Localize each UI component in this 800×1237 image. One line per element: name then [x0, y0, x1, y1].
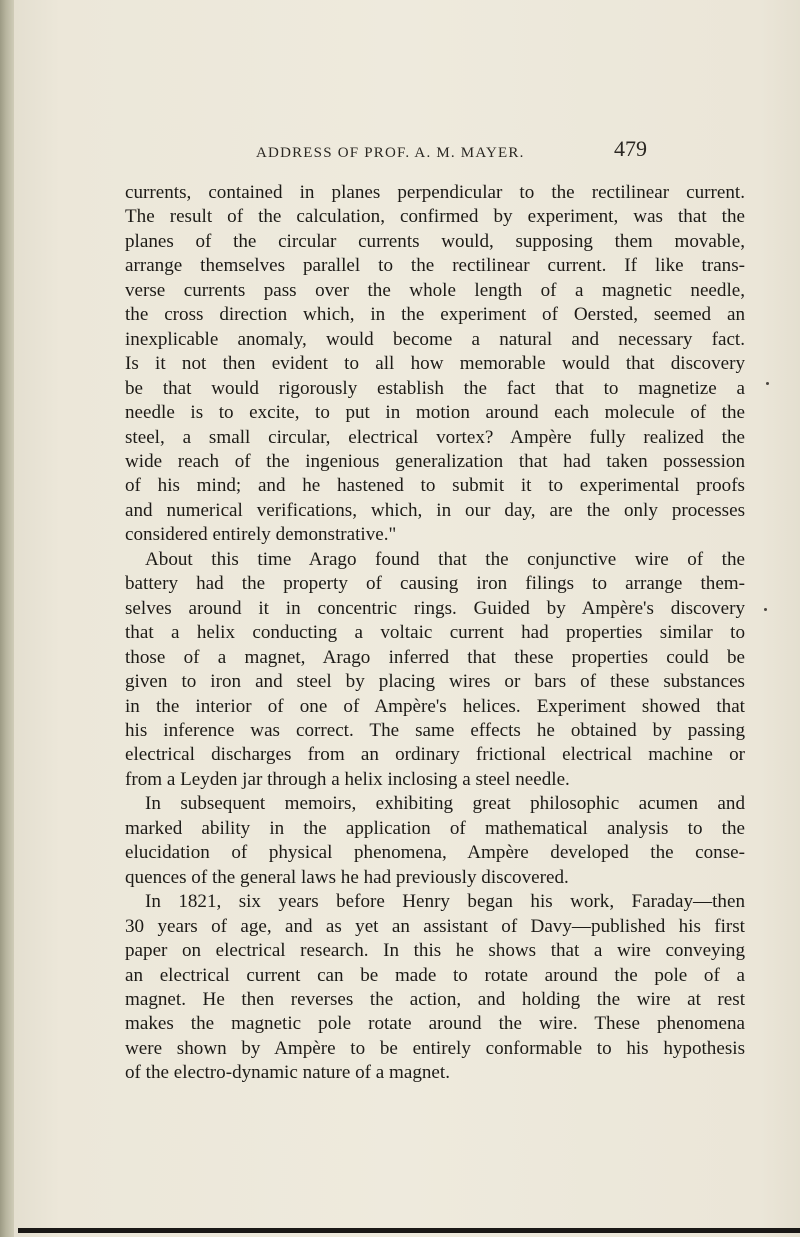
body-text	[125, 181, 745, 1086]
text-line: 30 years of age, and as yet an assistant of Davy—published his first	[125, 915, 745, 937]
text-line: that a helix conducting a voltaic current had properties similar to	[125, 622, 745, 644]
text-line: of the electro-dynamic nature of a magnet.	[125, 1062, 450, 1084]
text-line: quences of the general laws he had previously discovered.	[125, 866, 569, 888]
text-line: inexplicable anomaly, would become a natural and necessary fact.	[125, 328, 745, 350]
paper-speck	[766, 382, 769, 385]
text-line: given to iron and steel by placing wires or bars of these substances	[125, 671, 745, 693]
text-line: the cross direction which, in the experiment of Oersted, seemed an	[125, 304, 745, 326]
text-line: an electrical current can be made to rotate around the pole of a	[125, 964, 745, 986]
paragraph-first-line: In subsequent memoirs, exhibiting great philosophic acumen and	[145, 793, 745, 815]
text-line: Is it not then evident to all how memorable would that discovery	[125, 353, 745, 375]
paragraph-first-line: In 1821, six years before Henry began his work, Faraday—then	[145, 891, 745, 913]
text-line: electrical discharges from an ordinary frictional electrical machine or	[125, 744, 745, 766]
text-line: selves around it in concentric rings. Guided by Ampère's discovery	[125, 597, 745, 619]
running-header: ADDRESS OF PROF. A. M. MAYER.	[256, 145, 525, 161]
text-line: The result of the calculation, confirmed by experiment, was that the	[125, 206, 745, 228]
text-line: from a Leyden jar through a helix inclosing a steel needle.	[125, 768, 570, 790]
text-line: magnet. He then reverses the action, and holding the wire at rest	[125, 988, 745, 1010]
bottom-edge-rule	[18, 1228, 800, 1233]
text-line: be that would rigorously establish the fact that to magnetize a	[125, 377, 745, 399]
text-line: elucidation of physical phenomena, Ampère developed the conse-	[125, 842, 745, 864]
text-line: marked ability in the application of mathematical analysis to the	[125, 817, 745, 839]
text-line: makes the magnetic pole rotate around the wire. These phenomena	[125, 1013, 745, 1035]
text-line: battery had the property of causing iron filings to arrange them-	[125, 573, 745, 595]
text-line: those of a magnet, Arago inferred that these properties could be	[125, 646, 745, 668]
text-line: considered entirely demonstrative."	[125, 524, 397, 546]
text-line: steel, a small circular, electrical vortex? Ampère fully realized the	[125, 426, 745, 448]
text-line: currents, contained in planes perpendicular to the rectilinear current.	[125, 182, 745, 203]
text-line: arrange themselves parallel to the rectilinear current. If like trans-	[125, 255, 745, 277]
text-line: in the interior of one of Ampère's helices. Experiment showed that	[125, 695, 745, 717]
paragraph-first-line: About this time Arago found that the conjunctive wire of the	[145, 548, 745, 570]
text-line: verse currents pass over the whole length of a magnetic needle,	[125, 279, 745, 301]
text-line: planes of the circular currents would, supposing them movable,	[125, 230, 745, 252]
text-line: and numerical verifications, which, in our day, are the only processes	[125, 499, 745, 521]
text-line: of his mind; and he hastened to submit it to experimental proofs	[125, 475, 745, 497]
text-line: needle is to excite, to put in motion around each molecule of the	[125, 402, 745, 424]
page-binding-edge	[0, 0, 14, 1237]
page-number: 479	[614, 136, 647, 161]
text-line: wide reach of the ingenious generalization that had taken possession	[125, 450, 745, 472]
text-line: were shown by Ampère to be entirely conformable to his hypothesis	[125, 1037, 745, 1059]
text-line: his inference was correct. The same effects he obtained by passing	[125, 719, 745, 741]
paper-speck	[764, 608, 767, 611]
text-line: paper on electrical research. In this he shows that a wire conveying	[125, 940, 745, 962]
